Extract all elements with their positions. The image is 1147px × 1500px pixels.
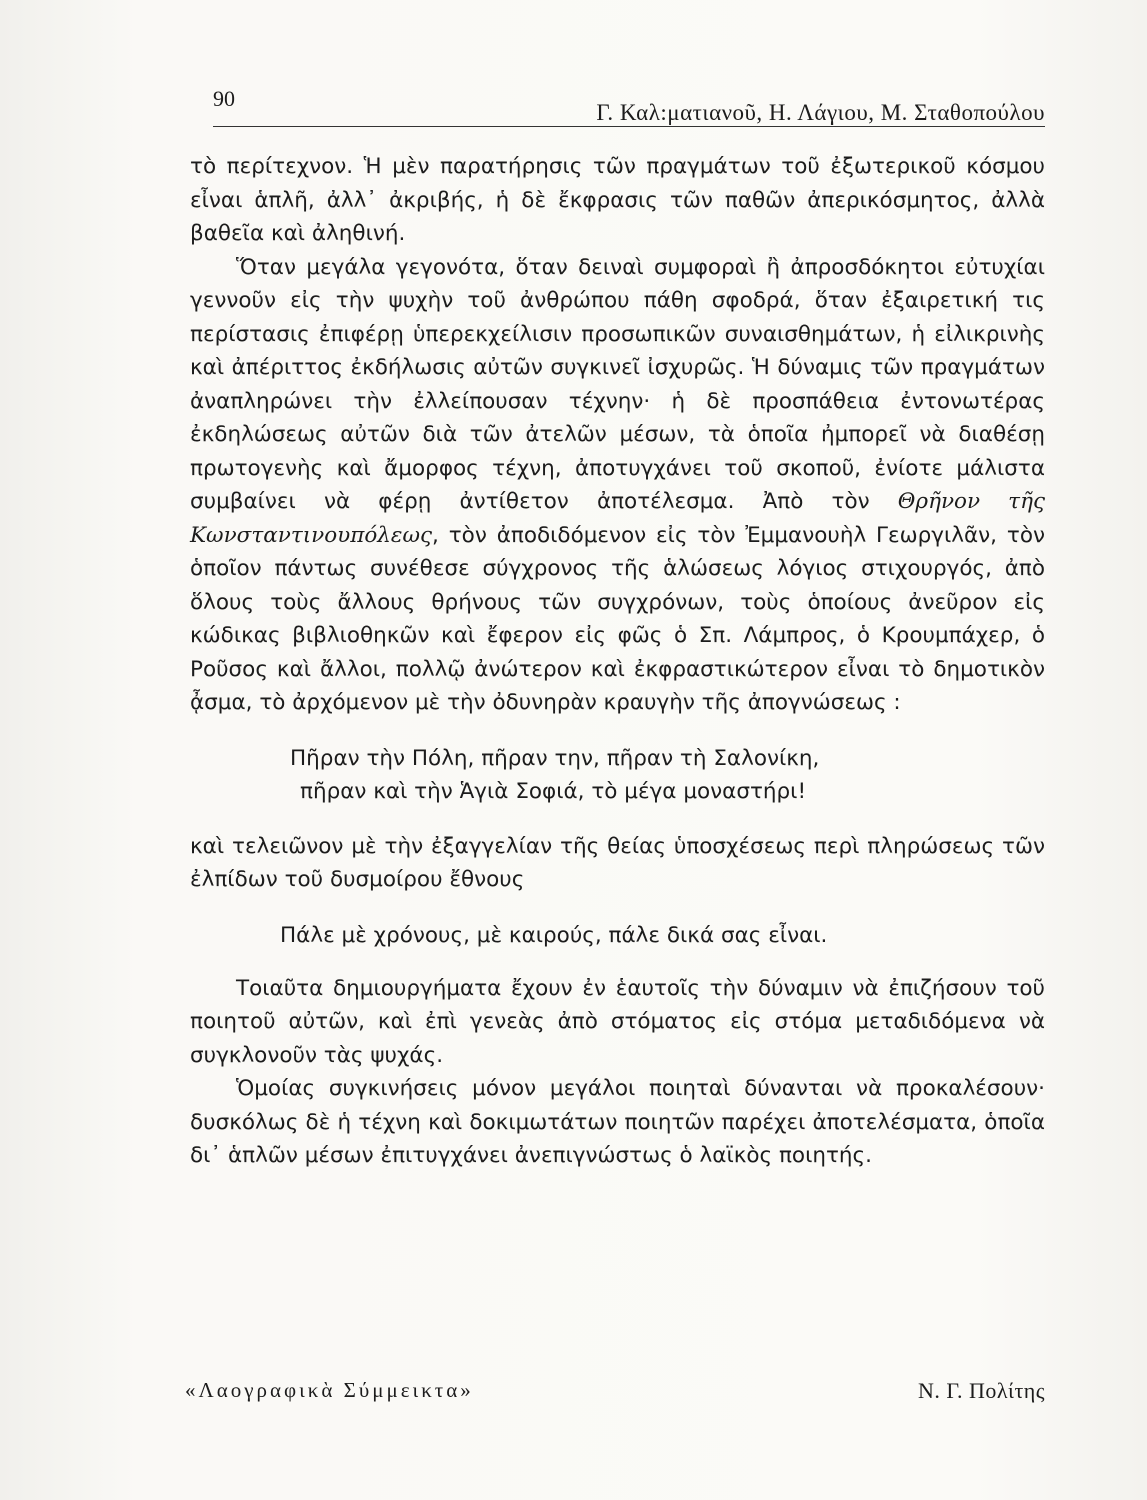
work-title: Θρῆνον τῆς Κωνσταντινουπόλεως bbox=[190, 489, 1045, 548]
citation bbox=[185, 1378, 1045, 1414]
paragraph-2-part-b: , τὸν ἀποδιδόμενον εἰς τὸν Ἐμμανουὴλ Γεωργιλᾶν, τὸν ὁποῖον πάντως συνέθεσε σύγχρονος τῆς ἁλώσεως λόγιος στιχουργός, ἀπὸ ὅλους τοὺς ἄλλους θρήνους τῶν συγχρόνων, τοὺς ὁποίους ἀνεῦρον εἰς κώδικας βιβλιοθηκῶν καὶ ἔφερον εἰς φῶς ὁ Σπ. Λάμπρος, ὁ Κρουμπάχερ, ὁ Ροῦσος καὶ ἄλλοι, πολλῷ ἀνώτερον καὶ ἐκφραστικώτερον εἶναι τὸ δημοτικὸν ᾆσμα, τὸ ἀρχόμενον μὲ τὴν ὀδυνηρὰν κραυγὴν τῆς ἀπογνώσεως : bbox=[190, 522, 1045, 715]
citation-source: «Λαογραφικὰ Σύμμεικτα» bbox=[185, 1378, 474, 1402]
page-number: 90 bbox=[213, 86, 235, 111]
header-rule bbox=[213, 126, 1045, 127]
verse-line-3: Πάλε μὲ χρόνους, μὲ καιρούς, πάλε δικά σας εἶναι. bbox=[280, 922, 828, 948]
citation-author: Ν. Γ. Πολίτης bbox=[918, 1378, 1045, 1403]
verse-line-2: πῆραν καὶ τὴν Ἁγιὰ Σοφιά, τὸ μέγα μοναστήρι! bbox=[300, 778, 807, 804]
body-text bbox=[190, 150, 1045, 1173]
paragraph-1: τὸ περίτεχνον. Ἡ μὲν παρατήρησις τῶν πραγμάτων τοῦ ἐξωτερικοῦ κόσμου εἶναι ἁπλῆ, ἀλλ᾽ ἀκριβής, ἡ δὲ ἔκφρασις τῶν παθῶν ἀπερικόσμητος, ἀλλὰ βαθεῖα καὶ ἀληθινή. bbox=[190, 154, 1045, 246]
paragraph-5: Ὁμοίας συγκινήσεις μόνον μεγάλοι ποιηταὶ δύνανται νὰ προκαλέσουν· δυσκόλως δὲ ἡ τέχνη καὶ δοκιμωτάτων ποιητῶν παρέχει ἀποτελέσματα, ὁποῖα δι᾽ ἁπλῶν μέσων ἐπιτυγχάνει ἀνεπιγνώστως ὁ λαϊκὸς ποιητής. bbox=[190, 1076, 1045, 1168]
paragraph-2-part-a: Ὅταν μεγάλα γεγονότα, ὅταν δειναὶ συμφοραὶ ἢ ἀπροσδόκητοι εὐτυχίαι γεννοῦν εἰς τὴν ψυχὴν τοῦ ἀνθρώπου πάθη σφοδρά, ὅταν ἐξαιρετική τις περίστασις ἐπιφέρῃ ὑπερεκχείλισιν προσωπικῶν συναισθημάτων, ἡ εἰλικρινὴς καὶ ἀπέριττος ἐκδήλωσις αὐτῶν συγκινεῖ ἰσχυρῶς. Ἡ δύναμις τῶν πραγμάτων ἀναπληρώνει τὴν ἐλλείπουσαν τέχνην· ἡ δὲ προσπάθεια ἐντονωτέρας ἐκδηλώσεως αὐτῶν διὰ τῶν ἀτελῶν μέσων, τὰ ὁποῖα ἠμπορεῖ νὰ διαθέσῃ πρωτογενὴς καὶ ἄμορφος τέχνη, ἀποτυγχάνει τοῦ σκοποῦ, ἐνίοτε μάλιστα συμβαίνει νὰ φέρῃ ἀντίθετον ἀποτέλεσμα. Ἀπὸ τὸν bbox=[190, 254, 1045, 514]
paragraph-4: Τοιαῦτα δημιουργήματα ἔχουν ἐν ἑαυτοῖς τὴν δύναμιν νὰ ἐπιζήσουν τοῦ ποιητοῦ αὐτῶν, καὶ ἐπὶ γενεὰς ἀπὸ στόματος εἰς στόμα μεταδιδόμενα νὰ συγκλονοῦν τὰς ψυχάς. bbox=[190, 975, 1045, 1068]
paragraph-3: καὶ τελειῶνον μὲ τὴν ἐξαγγελίαν τῆς θείας ὑποσχέσεως περὶ πληρώσεως τῶν ἐλπίδων τοῦ δυσμοίρου ἔθνους bbox=[190, 833, 1045, 892]
paragraph-2 bbox=[190, 251, 1045, 720]
verse-line-1: Πῆραν τὴν Πόλη, πῆραν την, πῆραν τὴ Σαλονίκη, bbox=[290, 745, 820, 771]
page-header bbox=[213, 86, 1045, 130]
running-head: Γ. Καλ:ματιανοῦ, Η. Λάγιου, Μ. Σταθοπούλου bbox=[596, 100, 1045, 125]
